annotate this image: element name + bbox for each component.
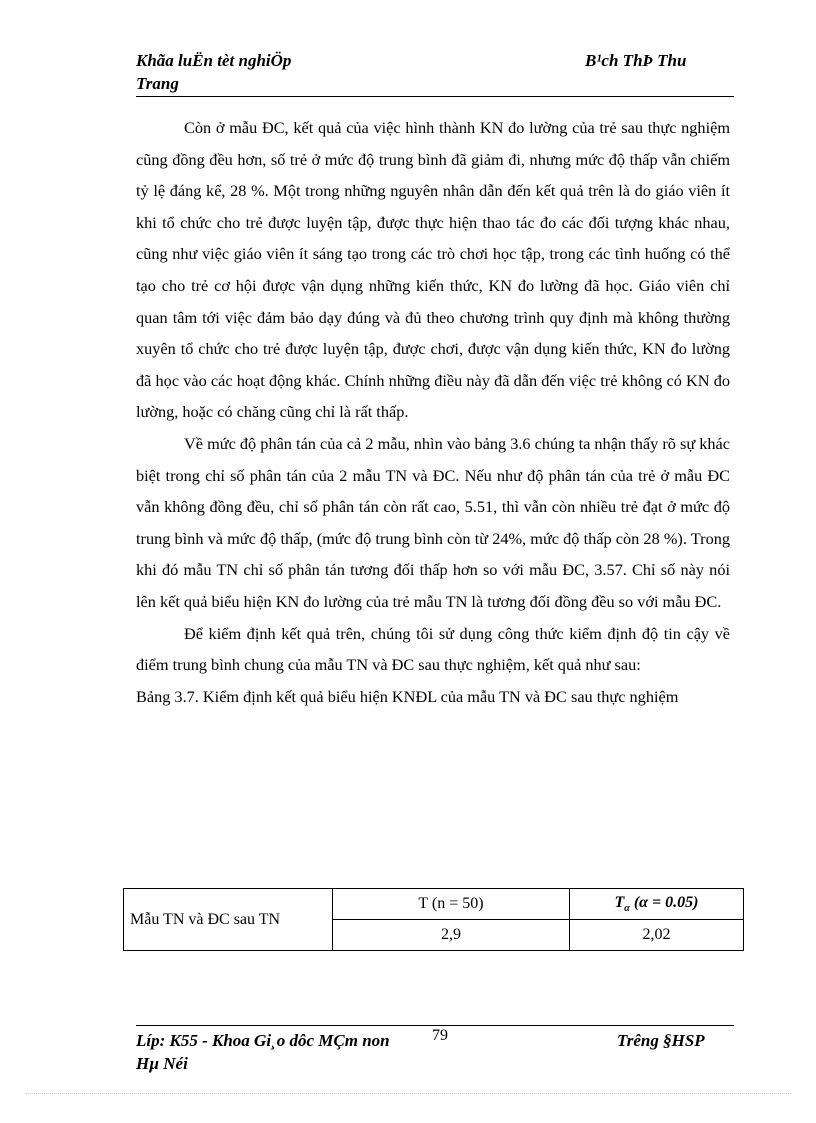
table-caption: Bảng 3.7. Kiểm định kết quả biểu hiện KNĐL của mẫu TN và ĐC sau thực nghiệm xyxy=(136,686,679,706)
footer-university: Trêng §HSP xyxy=(617,1031,705,1050)
paragraph-2: Về mức độ phân tán của cả 2 mẫu, nhìn vào bảng 3.6 chúng ta nhận thấy rõ sự khác biệt trong chỉ số phân tán của 2 mẫu TN và ĐC. Nếu như độ phân tán của trẻ ở mẫu ĐC vẫn không đồng đều, chỉ số phân tán còn rất cao, 5.51, thì vẫn còn nhiều trẻ đạt ở mức độ trung bình và mức độ thấp, (mức độ trung bình còn từ 24%, mức độ thấp còn 28 %). Trong khi đó mẫu TN chỉ số phân tán tương đối thấp hơn so với mẫu ĐC, 3.57. Chỉ số này nói lên kết quả biểu hiện KN đo lường của trẻ mẫu TN là tương đối đồng đều so với mẫu ĐC. xyxy=(136,433,730,611)
header-left-title: Khãa luËn tèt nghiÖp xyxy=(136,51,292,70)
footer-class: Líp: K55 - Khoa Gi¸o dôc MÇm non xyxy=(136,1031,390,1050)
table-header-ta xyxy=(570,889,744,920)
table-header-t: T (n = 50) xyxy=(333,889,570,920)
results-table xyxy=(123,888,744,951)
table-row-label: Mẫu TN và ĐC sau TN xyxy=(124,889,333,951)
header-author: B¹ch ThÞ Thu xyxy=(585,51,687,70)
header-left-trang: Trang xyxy=(136,74,179,93)
page-body xyxy=(136,112,730,712)
table-value-ta: 2,02 xyxy=(570,920,744,951)
header-divider xyxy=(136,96,734,97)
paragraph-3: Để kiểm định kết quả trên, chúng tôi sử dụng công thức kiểm định độ tin cậy về điểm trung bình chung của mẫu TN và ĐC sau thực nghiệm, kết quả như sau: xyxy=(136,623,730,675)
ta-symbol: T xyxy=(614,893,625,911)
paragraph-1: Còn ở mẫu ĐC, kết quả của việc hình thành KN đo lường của trẻ sau thực nghiệm cũng đồng đều hơn, số trẻ ở mức độ trung bình đã giảm đi, nhưng mức độ thấp vẫn chiếm tỷ lệ đáng kể, 28 %. Một trong những nguyên nhân dẫn đến kết quả trên là do giáo viên ít khi tổ chức cho trẻ được luyện tập, được thực hiện thao tác đo các đối tượng khác nhau, cũng như việc giáo viên ít sáng tạo trong các trò chơi học tập, trong các tình huống có thể tạo cho trẻ cơ hội được vận dụng những kiến thức, KN đo lường đã học. Giáo viên chỉ quan tâm tới việc đảm bảo dạy đúng và đủ theo chương trình quy định mà không thường xuyên tổ chức cho trẻ được luyện tập, được chơi, được vận dụng kiến thức, KN đo lường đã học vào các hoạt động khác. Chính những điều này đã dẫn đến việc trẻ không có KN đo lường, hoặc có chăng cũng chỉ là rất thấp. xyxy=(136,118,730,422)
table-value-t: 2,9 xyxy=(333,920,570,951)
footer-city: Hµ Néi xyxy=(136,1054,188,1073)
ta-subscript: α xyxy=(624,903,630,915)
page-edge-dotted-line xyxy=(25,1093,791,1094)
page-number: 79 xyxy=(432,1027,448,1044)
ta-condition: (α = 0.05) xyxy=(633,893,699,911)
footer-divider xyxy=(136,1025,734,1026)
table-row xyxy=(124,889,744,920)
